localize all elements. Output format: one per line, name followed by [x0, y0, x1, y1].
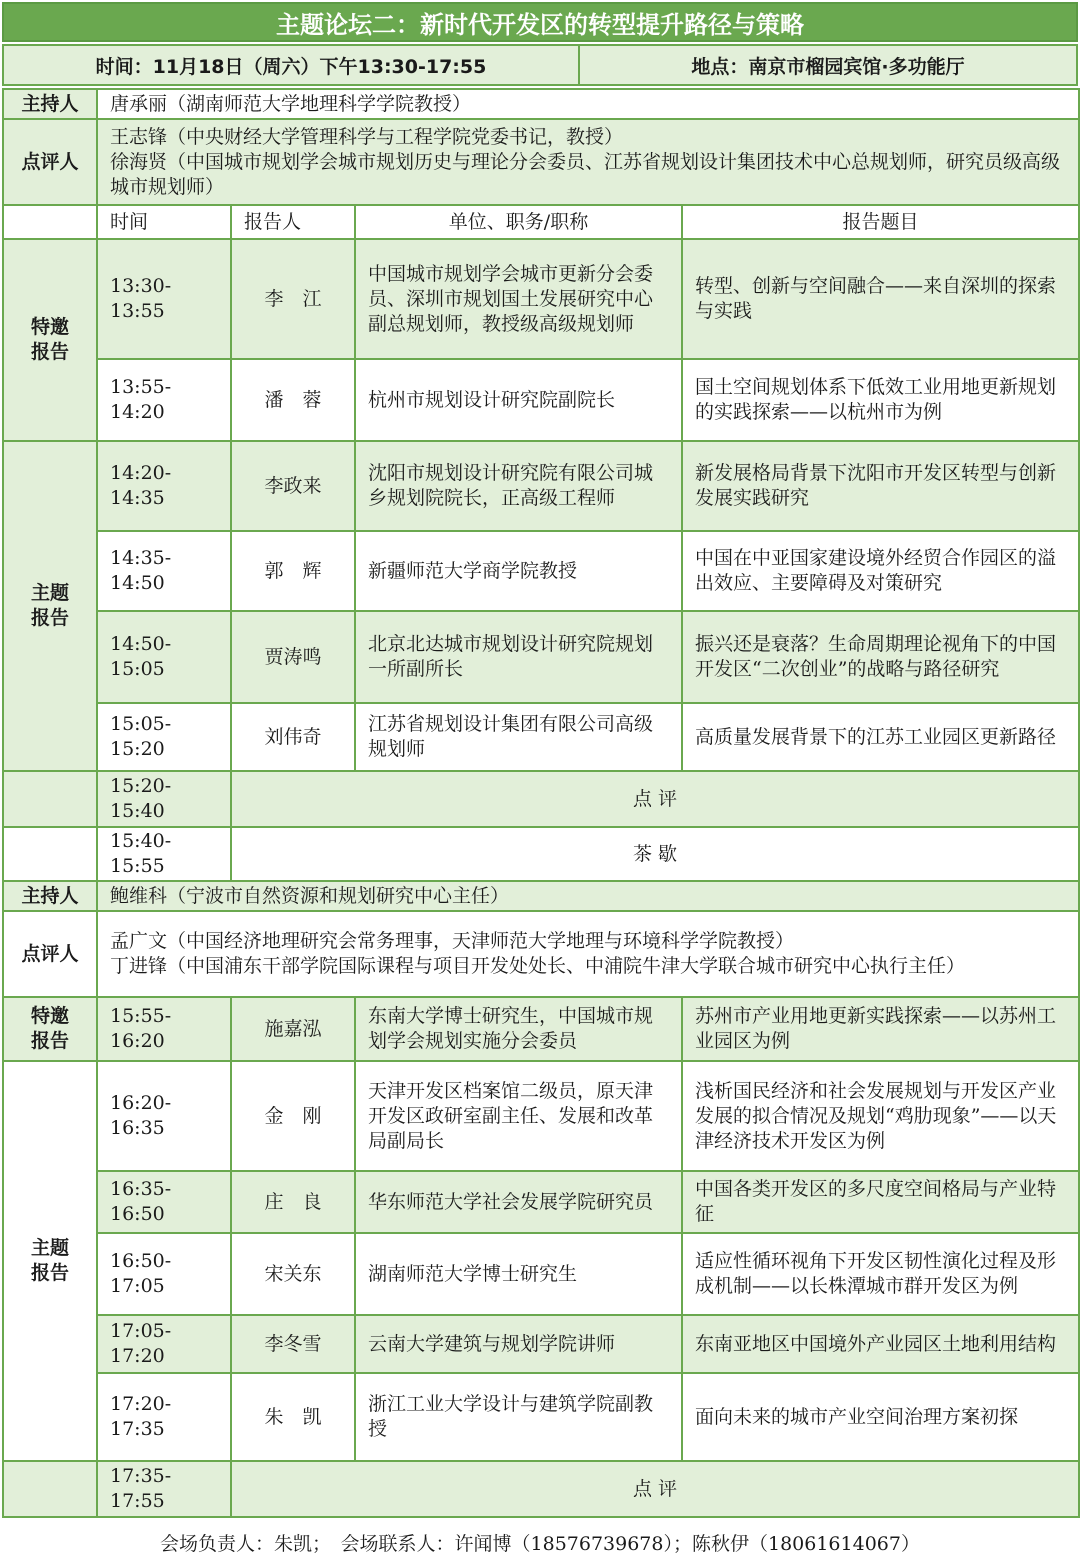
talk-topic: 高质量发展背景下的江苏工业园区更新路径	[682, 703, 1079, 771]
talk-unit: 中国城市规划学会城市更新分会委员、深圳市规划国土发展研究中心副总规划师，教授级高级规划师	[355, 239, 682, 359]
talk-row	[3, 997, 1079, 1061]
talk-time: 16:20-16:35	[97, 1061, 231, 1171]
talk-unit: 新疆师范大学商学院教授	[355, 531, 682, 611]
talk-topic: 国土空间规划体系下低效工业用地更新规划的实践探索——以杭州市为例	[682, 359, 1079, 441]
talk-row	[3, 1315, 1079, 1373]
forum-title: 主题论坛二：新时代开发区的转型提升路径与策略	[2, 2, 1078, 42]
talk-unit: 云南大学建筑与规划学院讲师	[355, 1315, 682, 1373]
header-topic: 报告题目	[682, 205, 1079, 239]
time-info: 时间：11月18日（周六）下午13:30-17:55	[2, 44, 580, 86]
host-row	[3, 89, 1079, 119]
talk-row	[3, 1373, 1079, 1461]
talk-speaker: 宋关东	[231, 1233, 355, 1315]
header-speaker: 报告人	[231, 205, 355, 239]
host-name: 唐承丽（湖南师范大学地理科学学院教授）	[97, 89, 1079, 119]
talk-topic: 中国各类开发区的多尺度空间格局与产业特征	[682, 1171, 1079, 1233]
talk-topic: 面向未来的城市产业空间治理方案初探	[682, 1373, 1079, 1461]
talk-speaker: 庄 良	[231, 1171, 355, 1233]
talk-speaker: 李冬雪	[231, 1315, 355, 1373]
talk-row	[3, 441, 1079, 531]
host-name: 鲍维科（宁波市自然资源和规划研究中心主任）	[97, 881, 1079, 911]
talk-topic: 东南亚地区中国境外产业园区土地利用结构	[682, 1315, 1079, 1373]
invited-label: 特邀 报告	[3, 997, 97, 1061]
review-blank	[3, 771, 97, 827]
review-blank	[3, 1461, 97, 1517]
talk-speaker: 施嘉泓	[231, 997, 355, 1061]
talk-speaker: 潘 蓉	[231, 359, 355, 441]
reviewer-names: 王志锋（中央财经大学管理科学与工程学院党委书记，教授） 徐海贤（中国城市规划学会城市规划历史与理论分会委员、江苏省规划设计集团技术中心总规划师，研究员级高级城市规划师）	[97, 119, 1079, 205]
talk-row	[3, 1061, 1079, 1171]
schedule-table	[2, 88, 1080, 1518]
talk-unit: 北京北达城市规划设计研究院规划一所副所长	[355, 611, 682, 703]
talk-time: 15:05-15:20	[97, 703, 231, 771]
talk-unit: 浙江工业大学设计与建筑学院副教授	[355, 1373, 682, 1461]
talk-row	[3, 531, 1079, 611]
theme-label: 主题 报告	[3, 1061, 97, 1461]
talk-speaker: 金 刚	[231, 1061, 355, 1171]
talk-unit: 江苏省规划设计集团有限公司高级规划师	[355, 703, 682, 771]
host-row	[3, 881, 1079, 911]
talk-time: 14:35-14:50	[97, 531, 231, 611]
host-label: 主持人	[3, 89, 97, 119]
tea-time: 15:40-15:55	[97, 827, 231, 881]
tea-blank	[3, 827, 97, 881]
talk-topic: 苏州市产业用地更新实践探索——以苏州工业园区为例	[682, 997, 1079, 1061]
talk-time: 13:55-14:20	[97, 359, 231, 441]
talk-topic: 浅析国民经济和社会发展规划与开发区产业发展的拟合情况及规划“鸡肋现象”——以天津经济技术开发区为例	[682, 1061, 1079, 1171]
column-header-row	[3, 205, 1079, 239]
review-row	[3, 1461, 1079, 1517]
talk-speaker: 郭 辉	[231, 531, 355, 611]
reviewer-label: 点评人	[3, 119, 97, 205]
talk-time: 16:50-17:05	[97, 1233, 231, 1315]
talk-topic: 转型、创新与空间融合——来自深圳的探索与实践	[682, 239, 1079, 359]
review-row	[3, 771, 1079, 827]
talk-unit: 沈阳市规划设计研究院有限公司城乡规划院院长，正高级工程师	[355, 441, 682, 531]
header-blank	[3, 205, 97, 239]
tea-label: 茶 歇	[231, 827, 1079, 881]
talk-speaker: 李 江	[231, 239, 355, 359]
talk-topic: 适应性循环视角下开发区韧性演化过程及形成机制——以长株潭城市群开发区为例	[682, 1233, 1079, 1315]
talk-topic: 振兴还是衰落？生命周期理论视角下的中国开发区“二次创业”的战略与路径研究	[682, 611, 1079, 703]
talk-time: 14:50-15:05	[97, 611, 231, 703]
talk-time: 15:55-16:20	[97, 997, 231, 1061]
review-label: 点 评	[231, 1461, 1079, 1517]
review-time: 17:35-17:55	[97, 1461, 231, 1517]
reviewer-names: 孟广文（中国经济地理研究会常务理事，天津师范大学地理与环境科学学院教授） 丁进锋（中国浦东干部学院国际课程与项目开发处处长、中浦院牛津大学联合城市研究中心执行主任）	[97, 911, 1079, 997]
header-unit: 单位、职务/职称	[355, 205, 682, 239]
talk-unit: 杭州市规划设计研究院副院长	[355, 359, 682, 441]
talk-unit: 华东师范大学社会发展学院研究员	[355, 1171, 682, 1233]
review-time: 15:20-15:40	[97, 771, 231, 827]
reviewer-row	[3, 911, 1079, 997]
talk-time: 14:20-14:35	[97, 441, 231, 531]
talk-time: 17:05-17:20	[97, 1315, 231, 1373]
talk-topic: 新发展格局背景下沈阳市开发区转型与创新发展实践研究	[682, 441, 1079, 531]
talk-speaker: 贾涛鸣	[231, 611, 355, 703]
talk-unit: 湖南师范大学博士研究生	[355, 1233, 682, 1315]
venue-contacts: 会场负责人：朱凯； 会场联系人：许闻博（18576739678）；陈秋伊（18061614067）	[160, 1532, 920, 1555]
host-label: 主持人	[3, 881, 97, 911]
talk-row	[3, 703, 1079, 771]
theme-label: 主题 报告	[3, 441, 97, 771]
talk-row	[3, 239, 1079, 359]
talk-speaker: 朱 凯	[231, 1373, 355, 1461]
talk-unit: 东南大学博士研究生，中国城市规划学会规划实施分会委员	[355, 997, 682, 1061]
invited-label: 特邀 报告	[3, 239, 97, 441]
talk-row	[3, 1171, 1079, 1233]
talk-time: 16:35-16:50	[97, 1171, 231, 1233]
talk-row	[3, 611, 1079, 703]
location-info: 地点：南京市榴园宾馆·多功能厅	[578, 44, 1078, 86]
header-time: 时间	[97, 205, 231, 239]
review-label: 点 评	[231, 771, 1079, 827]
talk-row	[3, 1233, 1079, 1315]
reviewer-label: 点评人	[3, 911, 97, 997]
tea-break-row	[3, 827, 1079, 881]
talk-row	[3, 359, 1079, 441]
reviewer-row	[3, 119, 1079, 205]
talk-time: 13:30-13:55	[97, 239, 231, 359]
talk-topic: 中国在中亚国家建设境外经贸合作园区的溢出效应、主要障碍及对策研究	[682, 531, 1079, 611]
talk-speaker: 刘伟奇	[231, 703, 355, 771]
talk-unit: 天津开发区档案馆二级员，原天津开发区政研室副主任、发展和改革局副局长	[355, 1061, 682, 1171]
talk-speaker: 李政来	[231, 441, 355, 531]
talk-time: 17:20-17:35	[97, 1373, 231, 1461]
